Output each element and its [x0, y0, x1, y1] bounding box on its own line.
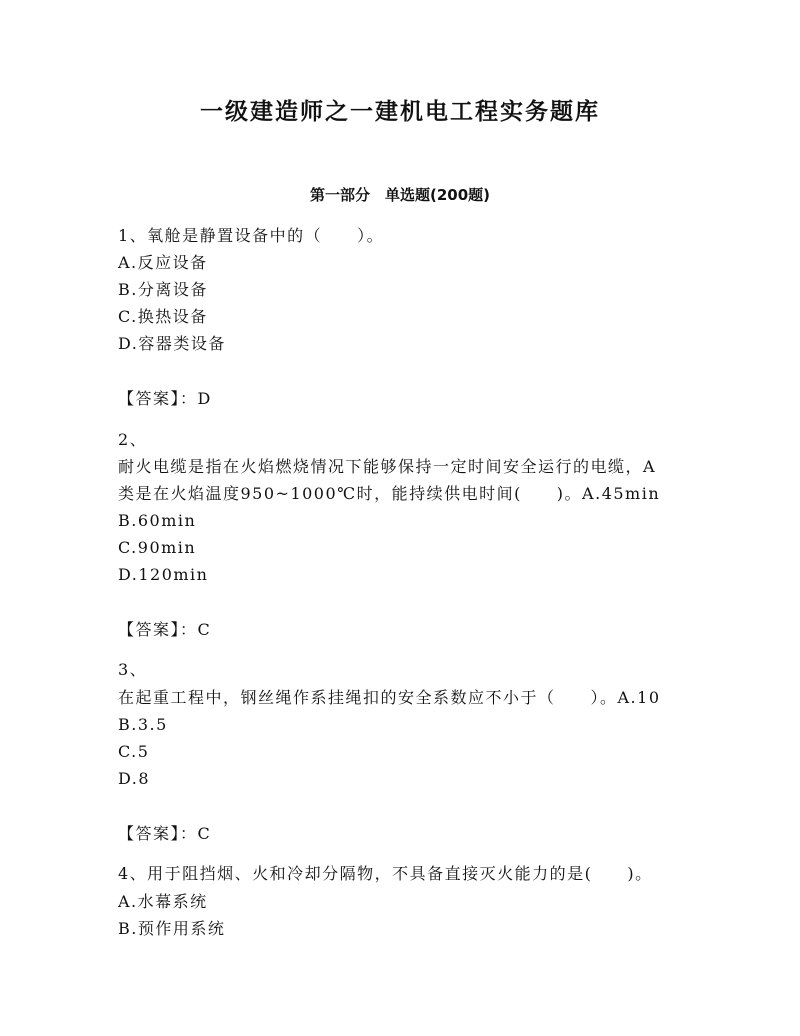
question-3-option-c: C.5 — [118, 742, 150, 761]
question-1-option-b: B.分离设备 — [118, 280, 208, 299]
question-4-option-b: B.预作用系统 — [118, 919, 226, 938]
question-1-option-c: C.换热设备 — [118, 307, 208, 326]
question-2-stem-line-2: 类是在火焰温度950~1000℃时，能持续供电时间( )。A.45min — [118, 484, 661, 503]
question-2-stem-line-1: 耐火电缆是指在火焰燃烧情况下能够保持一定时间安全运行的电缆，A — [118, 457, 657, 476]
question-2-option-d: D.120min — [118, 565, 209, 584]
question-1-answer: 【答案】：D — [118, 389, 212, 408]
question-2-option-b: B.60min — [118, 511, 197, 530]
question-2-option-c: C.90min — [118, 538, 197, 557]
question-1-option-d: D.容器类设备 — [118, 334, 226, 353]
question-2-answer: 【答案】：C — [118, 620, 212, 639]
question-1-stem: 1、氧舱是静置设备中的（ ）。 — [118, 226, 385, 245]
question-3-option-d: D.8 — [118, 769, 151, 788]
question-3-answer: 【答案】：C — [118, 824, 212, 843]
question-2-number: 2、 — [118, 430, 148, 449]
question-3-stem-line-1: 在起重工程中，钢丝绳作系挂绳扣的安全系数应不小于（ ）。A.10 — [118, 688, 661, 707]
question-4-option-a: A.水幕系统 — [118, 892, 208, 911]
document-title: 一级建造师之一建机电工程实务题库 — [200, 98, 600, 125]
question-1-option-a: A.反应设备 — [118, 253, 208, 272]
section-heading: 第一部分 单选题(200题) — [309, 186, 491, 204]
question-3-option-b: B.3.5 — [118, 715, 168, 734]
question-4-stem: 4、用于阻挡烟、火和冷却分隔物，不具备直接灭火能力的是( )。 — [118, 864, 653, 883]
question-3-number: 3、 — [118, 660, 148, 679]
